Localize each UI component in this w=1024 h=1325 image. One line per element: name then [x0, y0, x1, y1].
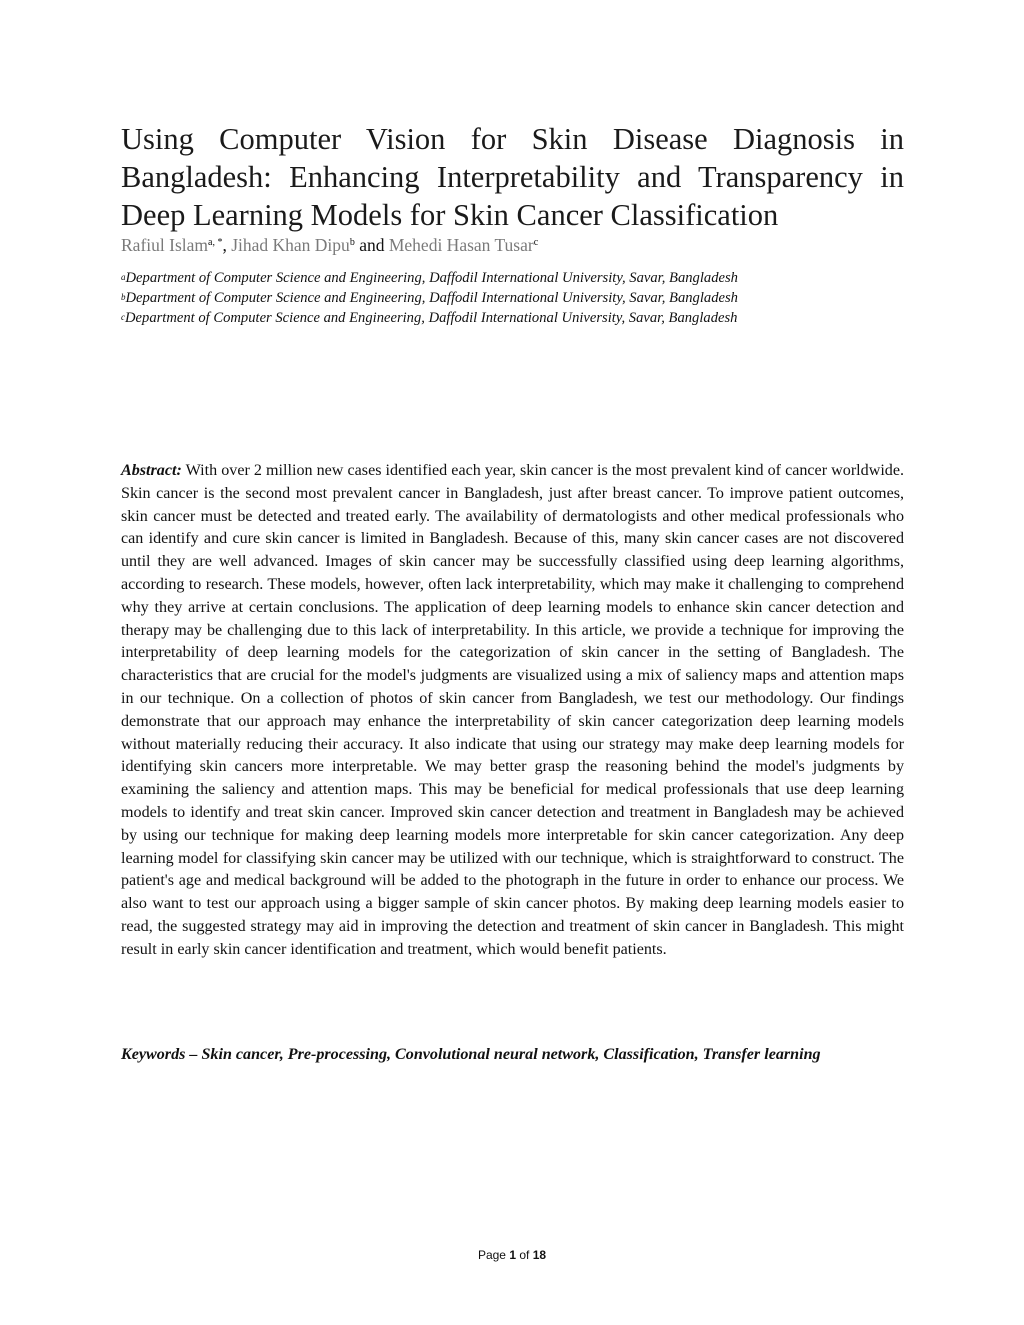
author-list	[121, 233, 538, 257]
author-name: Jihad Khan Dipu	[231, 235, 350, 255]
of-word: of	[519, 1248, 530, 1262]
keywords: Keywords – Skin cancer, Pre-processing, Convolutional neural network, Classification, Transfer learning	[121, 1046, 821, 1063]
author-name: Rafiul Islam	[121, 235, 208, 255]
affiliation-text: Department of Computer Science and Engineering, Daffodil International University, Savar, Bangladesh	[125, 290, 738, 306]
affiliation-text: Department of Computer Science and Engineering, Daffodil International University, Savar, Bangladesh	[125, 310, 738, 326]
abstract-label: Abstract:	[121, 462, 182, 479]
title-line: Bangladesh: Enhancing Interpretability and Transparency in	[121, 160, 904, 194]
affiliation	[121, 308, 904, 328]
page-footer	[0, 1248, 1024, 1262]
page-word: Page	[477, 1248, 506, 1262]
affiliation-mark: b	[121, 292, 126, 302]
author-separator: ,	[222, 235, 227, 255]
affiliation-mark: c	[121, 312, 125, 322]
affiliation-list	[121, 268, 904, 328]
total-page-count: 18	[532, 1248, 547, 1262]
title-line: Deep Learning Models for Skin Cancer Classification	[121, 198, 779, 232]
abstract	[121, 460, 904, 962]
affiliation	[121, 288, 904, 308]
author-affiliation-mark: b	[349, 237, 355, 248]
current-page-number: 1	[509, 1248, 516, 1262]
author-name: Mehedi Hasan Tusar	[388, 235, 534, 255]
author-affiliation-mark: c	[533, 237, 539, 248]
affiliation	[121, 268, 904, 288]
affiliation-mark: a	[121, 272, 126, 282]
title-line: Using Computer Vision for Skin Disease Diagnosis in	[121, 122, 904, 156]
author-conjunction: and	[359, 235, 385, 255]
affiliation-text: Department of Computer Science and Engineering, Daffodil International University, Savar, Bangladesh	[125, 270, 738, 286]
paper-title	[121, 120, 904, 234]
abstract-text: With over 2 million new cases identified each year, skin cancer is the most prevalent kind of cancer worldwide. Skin cancer is the second most prevalent cancer in Bangladesh, just after breast cancer. To improve patient outcomes, skin cancer must be detected and treated early. The availability of dermatologists and other medical professionals who can identify and cure skin cancer is limited in Bangladesh. Because of this, many skin cancer cases are not discovered until they are well advanced. Images of skin cancer may be successfully classified using deep learning algorithms, according to research. These models, however, often lack interpretability, which may make it challenging to comprehend why they arrive at certain conclusions. The application of deep learning models to enhance skin cancer detection and therapy may be challenging due to this lack of interpretability. In this article, we provide a technique for improving the interpretability of deep learning models for the categorization of skin cancer in the setting of Bangladesh. The characteristics that are crucial for the model's judgments are visualized using a mix of saliency maps and attention maps in our technique. On a collection of photos of skin cancer from Bangladesh, we test our methodology. Our findings demonstrate that our approach may enhance the interpretability of skin cancer categorization deep learning models without materially reducing their accuracy. It also indicate that using our strategy may make deep learning models for identifying skin cancers more interpretable. We may better grasp the reasoning behind the model's judgments by examining the saliency and attention maps. This may be beneficial for medical professionals that use deep learning models to identify and treat skin cancer. Improved skin cancer detection and treatment in Bangladesh may be achieved by using our technique for making deep learning models more interpretable for skin cancer categorization. Any deep learning model for classifying skin cancer may be utilized with our technique, which is straightforward to construct. The patient's age and medical background will be added to the photograph in the future in order to enhance our process. We also want to test our approach using a bigger sample of skin cancer photos. By making deep learning models easier to read, the suggested strategy may aid in improving the detection and treatment of skin cancer in Bangladesh. This might result in early skin cancer identification and treatment, which would benefit patients.	[121, 462, 905, 958]
author-affiliation-mark: a, *	[208, 237, 223, 248]
